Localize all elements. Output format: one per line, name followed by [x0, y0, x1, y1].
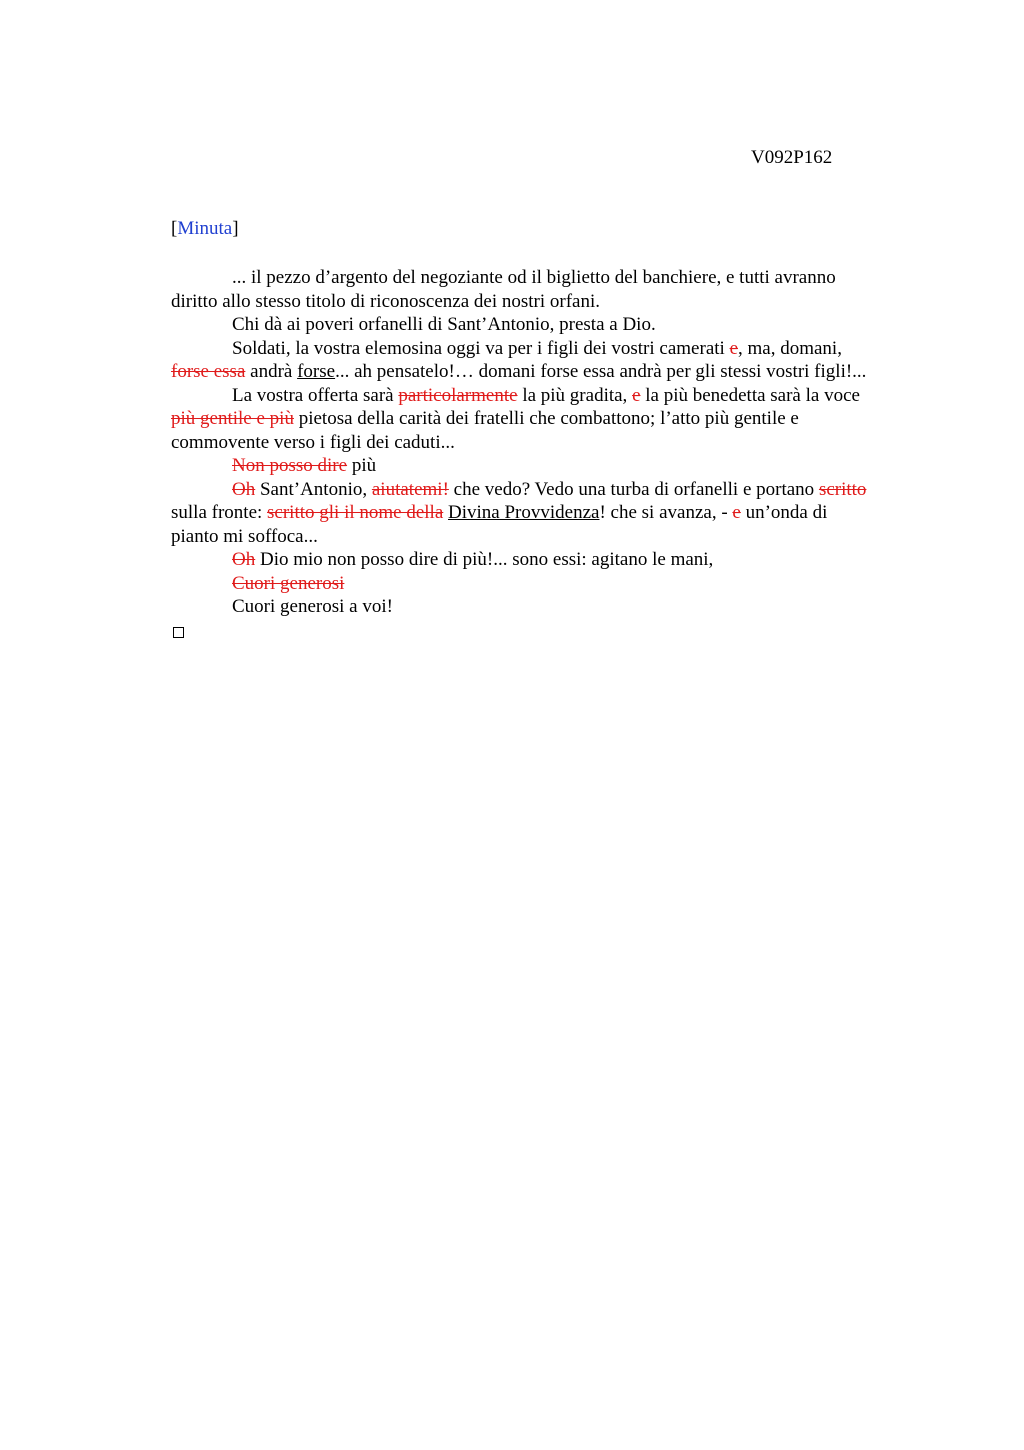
document-id: V092P162 — [751, 147, 833, 168]
deleted-text: scritto gli il nome della — [267, 502, 444, 523]
line-5 — [171, 360, 931, 384]
line-11 — [171, 501, 931, 525]
bracket-close: ] — [232, 218, 239, 239]
deleted-text: Non posso dire — [232, 455, 348, 476]
end-marker-box-icon — [173, 627, 184, 638]
text: che vedo? Vedo una turba di orfanelli e portano — [448, 478, 819, 500]
deleted-text: particolarmente — [398, 384, 518, 406]
text: La vostra offerta sarà — [232, 384, 399, 406]
line-7 — [171, 407, 931, 431]
line-12 — [171, 525, 931, 549]
text: Cuori generosi a voi! — [232, 596, 393, 617]
line-13 — [171, 548, 931, 572]
minuta-word: Minuta — [177, 218, 233, 239]
text: ... ah pensatelo!… domani forse essa andrà per gli stessi vostri figli!... — [335, 361, 867, 382]
deleted-text: e — [729, 337, 738, 359]
text: pietosa della carità dei fratelli che combattono; l’atto più gentile e — [293, 408, 799, 429]
deleted-text: Oh — [232, 549, 256, 570]
line-8 — [171, 431, 931, 455]
line-14 — [171, 572, 931, 596]
deleted-text: aiutatemi! — [371, 478, 449, 500]
text: pianto mi soffoca... — [171, 525, 318, 547]
text: sulla fronte: — [171, 502, 268, 523]
deleted-text: più gentile e più — [171, 408, 294, 429]
text: Soldati, la vostra elemosina oggi va per i figli dei vostri camerati — [232, 337, 730, 359]
text: Dio mio non posso dire di più!... sono essi: agitano le mani, — [255, 549, 714, 570]
line-4 — [171, 337, 931, 361]
deleted-text: e — [632, 384, 641, 406]
text: diritto allo stesso titolo di riconoscenza dei nostri orfani. — [171, 290, 600, 312]
text: commovente verso i figli dei caduti... — [171, 431, 455, 453]
line-2 — [171, 290, 931, 314]
line-10 — [171, 478, 931, 502]
text: più — [347, 455, 377, 476]
text: ! che si avanza, - — [599, 502, 733, 523]
bracket-open: [ — [171, 218, 178, 239]
text: ... il pezzo d’argento del negoziante od il biglietto del banchiere, e tutti avranno — [232, 267, 836, 288]
deleted-text: e — [732, 502, 741, 523]
deleted-text: Cuori generosi — [232, 572, 345, 594]
deleted-text: forse essa — [171, 361, 246, 382]
deleted-text: Oh — [232, 478, 256, 500]
letter-body — [171, 266, 931, 619]
text: andrà — [245, 361, 298, 382]
line-15 — [171, 595, 931, 619]
text: un’onda di — [740, 502, 828, 523]
underlined-text: Divina Provvidenza — [448, 502, 600, 523]
text: la più gradita, — [517, 384, 633, 406]
line-6 — [171, 384, 931, 408]
underlined-text: forse — [297, 361, 336, 382]
text: Sant’Antonio, — [255, 478, 372, 500]
deleted-text: scritto — [818, 478, 867, 500]
line-3 — [171, 313, 931, 337]
text: la più benedetta sarà la voce — [640, 384, 860, 406]
line-9 — [171, 454, 931, 478]
line-1 — [171, 266, 931, 290]
text: Chi dà ai poveri orfanelli di Sant’Antonio, presta a Dio. — [232, 314, 656, 335]
text: , ma, domani, — [738, 337, 842, 359]
minuta-label — [171, 217, 239, 241]
